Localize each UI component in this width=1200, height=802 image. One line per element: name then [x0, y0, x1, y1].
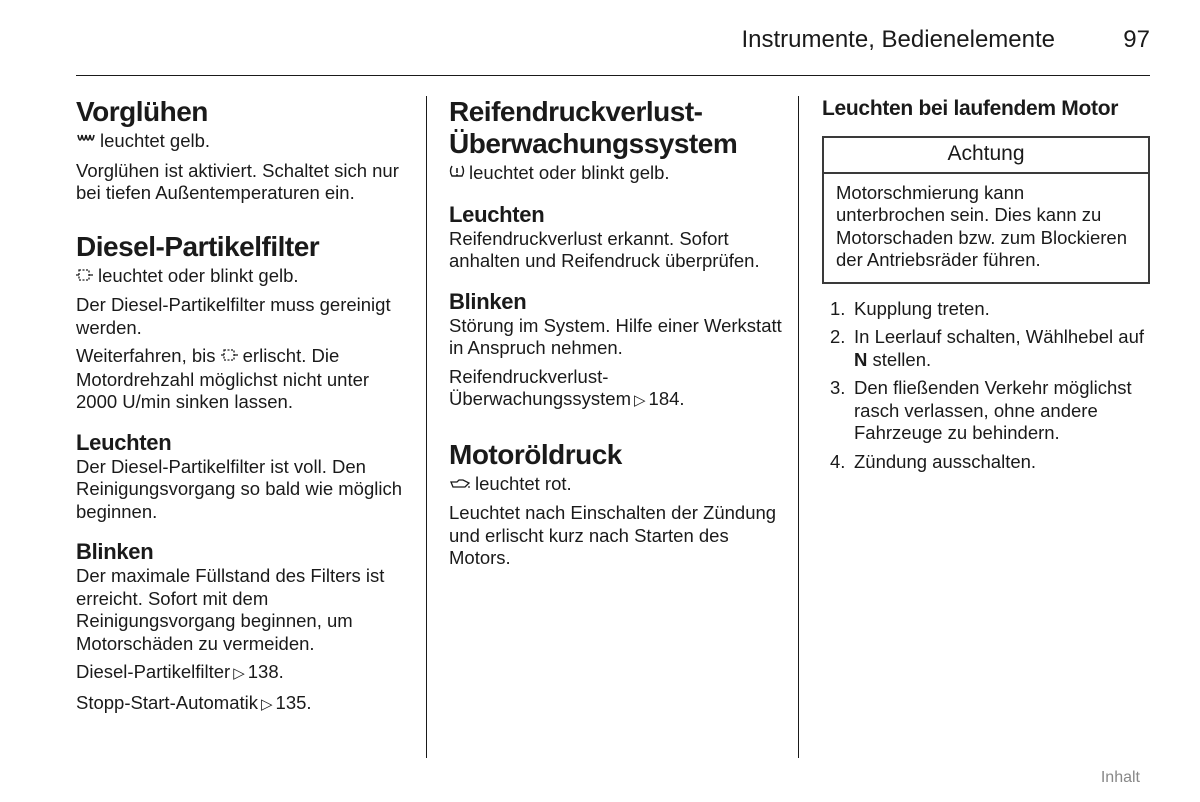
dpf-status: leuchtet oder blinkt gelb. — [76, 265, 411, 289]
column-left — [76, 96, 411, 722]
section-heading-running-engine: Leuchten bei laufendem Motor — [822, 97, 1119, 120]
dpf-blinken-text: Der maximale Füllstand des Filters ist erreicht. Sofort mit dem Reinigungsvorgang beginnen, um Motorschäden zu vermeiden. — [76, 565, 385, 654]
column-middle — [449, 96, 784, 576]
section-heading-tpms: Reifendruckverlust-Überwachungssystem — [449, 96, 738, 159]
warning-title: Achtung — [824, 138, 1148, 174]
list-item: 2. In Leerlauf schalten, Wählhebel auf N stellen. — [830, 326, 1145, 370]
tpms-blinken-text: Störung im System. Hilfe einer Werkstatt in Anspruch nehmen. — [449, 314, 782, 358]
reference-arrow-icon: ▷ — [634, 392, 646, 409]
section-heading-oil: Motoröldruck — [449, 438, 622, 470]
reference-arrow-icon: ▷ — [261, 695, 273, 713]
gear-position: N — [854, 348, 868, 370]
subheading-blinken: Blinken — [449, 288, 527, 314]
reference-arrow-icon: ▷ — [233, 665, 245, 682]
column-divider — [798, 96, 799, 758]
dpf-icon — [221, 346, 239, 369]
oil-text: Leuchtet nach Einschalten der Zündung und erlischt kurz nach Starten des Motors. — [449, 502, 777, 568]
step-list — [822, 298, 1150, 474]
vorgluehen-status: leuchtet gelb. — [76, 130, 411, 154]
list-item: 1. Kupplung treten. — [830, 297, 990, 319]
dpf-text2: Weiterfahren, bis erlischt. Die Motordrehzahl möglichst nicht unter 2000 U/min sinken lassen. — [76, 345, 370, 412]
list-item: 3. Den fließenden Verkehr möglichst rasch verlassen, ohne andere Fahrzeuge zu behindern. — [830, 377, 1132, 443]
subheading-leuchten: Leuchten — [76, 429, 172, 455]
page-reference-link[interactable]: Diesel-Partikelfilter ▷ 138. — [76, 661, 284, 682]
tpms-status: leuchtet oder blinkt gelb. — [449, 162, 784, 186]
dpf-leuchten-text: Der Diesel-Partikelfilter ist voll. Den Reinigungsvorgang so bald wie möglich beginnen. — [76, 455, 402, 522]
warning-box — [822, 136, 1150, 284]
page-reference-link[interactable]: Stopp-Start-Automatik ▷ 135. — [76, 691, 312, 713]
contents-link[interactable]: Inhalt — [1100, 769, 1140, 786]
subheading-leuchten: Leuchten — [449, 201, 545, 227]
warning-text: Motorschmierung kann unterbrochen sein. Dies kann zu Motorschaden bzw. zum Blockieren der Antriebsräder führen. — [836, 181, 1127, 270]
oil-can-icon — [449, 474, 471, 497]
page-reference-link[interactable]: Reifendruckverlust-Überwachungssystem ▷ 184. — [449, 365, 685, 409]
header-divider — [76, 75, 1150, 76]
list-item: 4. Zündung ausschalten. — [830, 450, 1037, 472]
subheading-blinken: Blinken — [76, 539, 154, 564]
chapter-title: Instrumente, Bedienelemente — [741, 26, 1055, 53]
coil-icon — [76, 131, 96, 154]
vorgluehen-text: Vorglühen ist aktiviert. Schaltet sich nur bei tiefen Außentemperaturen ein. — [76, 159, 399, 203]
tpms-leuchten-text: Reifendruckverlust erkannt. Sofort anhalten und Reifendruck überprüfen. — [449, 227, 760, 271]
column-right — [822, 96, 1150, 479]
section-heading-vorgluehen: Vorglühen — [76, 96, 208, 127]
column-divider — [426, 96, 427, 758]
tire-pressure-icon — [449, 163, 465, 186]
oil-status: leuchtet rot. — [449, 473, 784, 497]
dpf-icon — [76, 266, 94, 289]
page-number: 97 — [1123, 26, 1150, 53]
section-heading-dpf: Diesel-Partikelfilter — [76, 230, 320, 262]
dpf-text1: Der Diesel-Partikelfilter muss gereinigt werden. — [76, 294, 391, 338]
